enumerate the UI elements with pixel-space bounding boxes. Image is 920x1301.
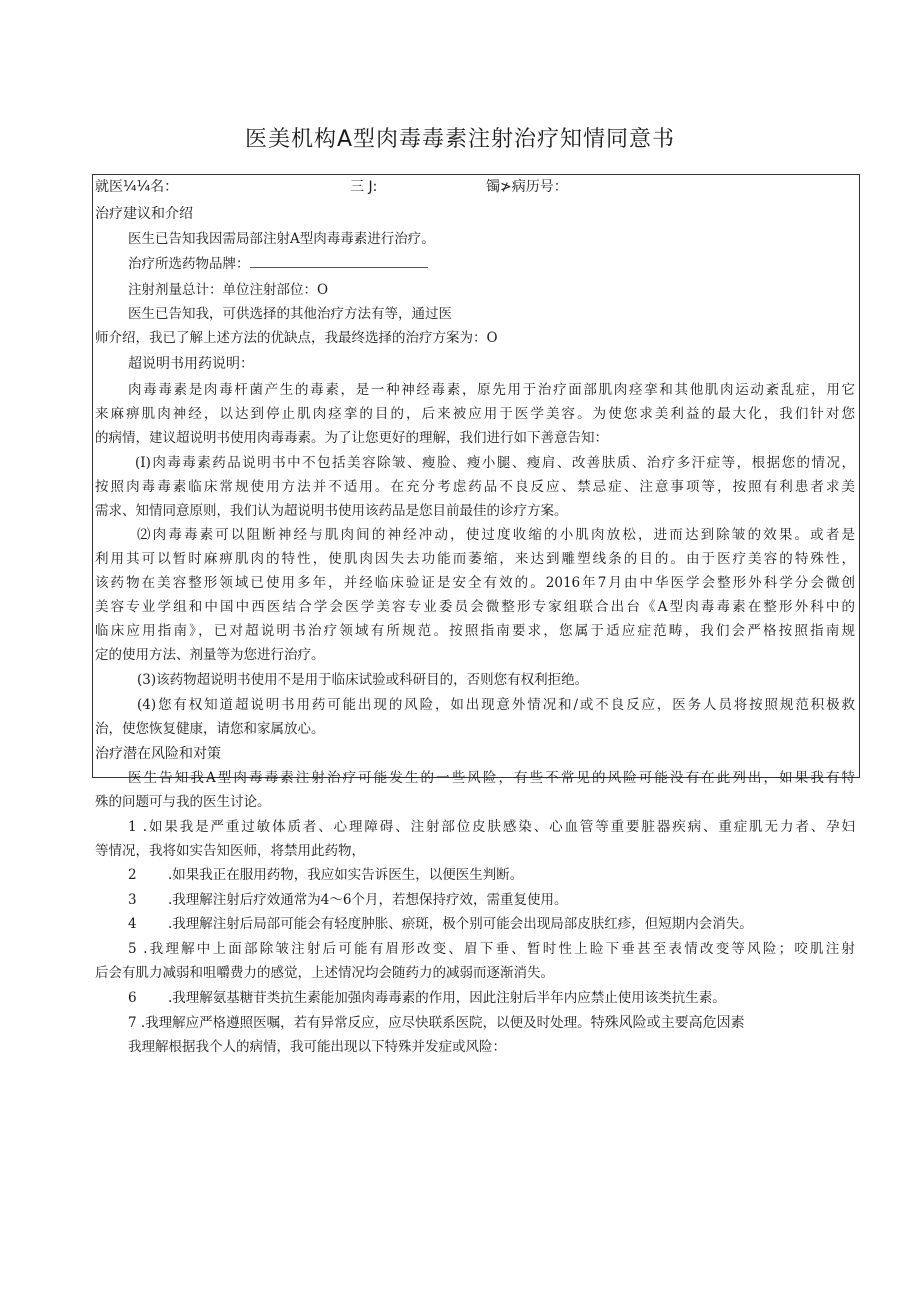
risk-item-1-cont: 等情况，我将如实告知医师，将禁用此药物， — [95, 843, 365, 859]
paragraph-line: 的病情，建议超说明书使用肉毒毒素。为了让您更好的理解，我们进行如下善意告知： — [95, 430, 608, 446]
paragraph-line: (I)肉毒毒素药品说明书中不包括美容除皱、瘦脸、瘦小腿、瘦肩、改善肤质、治疗多汗症等，根据您的情况， — [135, 455, 855, 471]
paragraph-line: 临床应用指南》，已对超说明书治疗领域有所规范。按照指南要求，您属于适应症范畴，我们会严格按照指南规 — [95, 623, 855, 639]
section-heading-treatment: 治疗建议和介绍 — [95, 206, 193, 222]
risk-item-4-number: 4 — [128, 916, 137, 932]
medical-record-label: 镯≯病历号： — [486, 179, 568, 195]
header-mid-mark: 三 J: — [350, 179, 378, 195]
paragraph-line: 我理解根据我个人的病情，我可能出现以下特殊并发症或风险： — [128, 1039, 506, 1055]
text-line: 医生已告知我，可供选择的其他治疗方法有等，通过医 — [128, 306, 452, 322]
risk-item-6-number: 6 — [128, 990, 137, 1006]
risk-item-5-cont: 后会有肌力减弱和咀嚼费力的感觉，上述情况均会随药力的减弱而逐渐消失。 — [95, 965, 554, 981]
text-line: 医生已告知我因需局部注射A型肉毒毒素进行治疗。 — [128, 231, 435, 247]
paragraph-line: ⑵肉毒毒素可以阻断神经与肌肉间的神经冲动，使过度收缩的小肌肉放松，进而达到除皱的效果。或者是 — [137, 527, 855, 543]
risk-item-5: 5 .我理解中上面部除皱注射后可能有眉形改变、眉下垂、暂时性上睑下垂甚至表情改变等风险；咬肌注射 — [128, 941, 855, 957]
drug-brand-label: 治疗所选药物品牌： — [128, 256, 250, 272]
patient-name-label: 就医¼¼名： — [95, 179, 179, 195]
risk-item-4: .我理解注射后局部可能会有轻度肿胀、瘀斑，极个别可能会出现局部皮肤红疹，但短期内会消失。 — [168, 916, 753, 932]
risk-item-2-number: 2 — [128, 867, 137, 883]
risk-item-7-line — [128, 1014, 745, 1032]
risk-item-7: 7 .我理解应严格遵照医嘱，若有异常反应，应尽快联系医院，以便及时处理。 — [128, 1015, 591, 1031]
drug-brand-line — [128, 255, 428, 273]
paragraph-line: 定的使用方法、剂量等为您进行治疗。 — [95, 647, 325, 663]
paragraph-line: 需求、知情同意原则，我们认为超说明书使用该药品是您目前最佳的诊疗方案。 — [95, 503, 568, 519]
paragraph-line: 该药物在美容整形领域已使用多年，并经临床验证是安全有效的。2016年7月由中华医学会整形外科学分会微创 — [95, 575, 855, 591]
drug-brand-blank[interactable] — [250, 255, 428, 268]
section-heading-risks: 治疗潜在风险和对策 — [95, 746, 221, 762]
risk-item-1: 1 .如果我是严重过敏体质者、心理障碍、注射部位皮肤感染、心血管等重要脏器疾病、重症肌无力者、孕妇 — [128, 819, 855, 835]
section-heading-offlabel: 超说明书用药说明： — [128, 356, 254, 372]
paragraph-line: 殊的问题可与我的医生讨论。 — [95, 794, 271, 810]
text-line: 注射剂量总计：单位注射部位：O — [128, 282, 329, 298]
risk-item-2: .如果我正在服用药物，我应如实告诉医生，以便医生判断。 — [168, 867, 524, 883]
paragraph-line: 来麻痹肌肉神经，以达到停止肌肉痉挛的目的，后来被应用于医学美容。为使您求美利益的最大化，我们针对您 — [95, 406, 855, 422]
paragraph-line: 美容专业学组和中国中西医结合学会医学美容专业委员会微整形专家组联合出台《A型肉毒毒素在整形外科中的 — [95, 599, 855, 615]
paragraph-line: (4)您有权知道超说明书用药可能出现的风险，如出现意外情况和/或不良反应，医务人员将按照规范积极救 — [137, 697, 855, 713]
risk-item-3: .我理解注射后疗效通常为4～6个月，若想保持疗效，需重复使用。 — [168, 892, 568, 908]
risk-item-6: .我理解氨基糖苷类抗生素能加强肉毒毒素的作用，因此注射后半年内应禁止使用该类抗生素。 — [168, 990, 726, 1006]
paragraph-line: 利用其可以暂时麻痹肌肉的特性，使肌肉因失去功能而萎缩，来达到雕塑线条的目的。由于医疗美容的特殊性， — [95, 551, 855, 567]
page-title: 医美机构A型肉毒毒素注射治疗知情同意书 — [244, 127, 676, 152]
risk-item-3-number: 3 — [128, 892, 137, 908]
paragraph-line: 医生告知我A型肉毒毒素注射治疗可能发生的一些风险，有些不常见的风险可能没有在此列出，如果我有特 — [128, 770, 855, 786]
paragraph-line: 按照肉毒毒素临床常规使用方法并不适用。在充分考虑药品不良反应、禁忌症、注意事项等，按照有利患者求美 — [95, 479, 855, 495]
paragraph-line: 肉毒毒素是肉毒杆菌产生的毒素，是一种神经毒素，原先用于治疗面部肌肉痉挛和其他肌肉运动紊乱症，用它 — [128, 382, 855, 398]
paragraph-line: (3)该药物超说明书使用不是用于临床试验或科研目的，否则您有权利拒绝。 — [137, 672, 589, 688]
text-line: 师介绍，我已了解上述方法的优缺点，我最终选择的治疗方案为：O — [95, 330, 498, 346]
paragraph-line: 治，使您恢复健康，请您和家属放心。 — [95, 721, 325, 737]
section-heading-special-risks: 特殊风险或主要高危因素 — [590, 1015, 745, 1031]
